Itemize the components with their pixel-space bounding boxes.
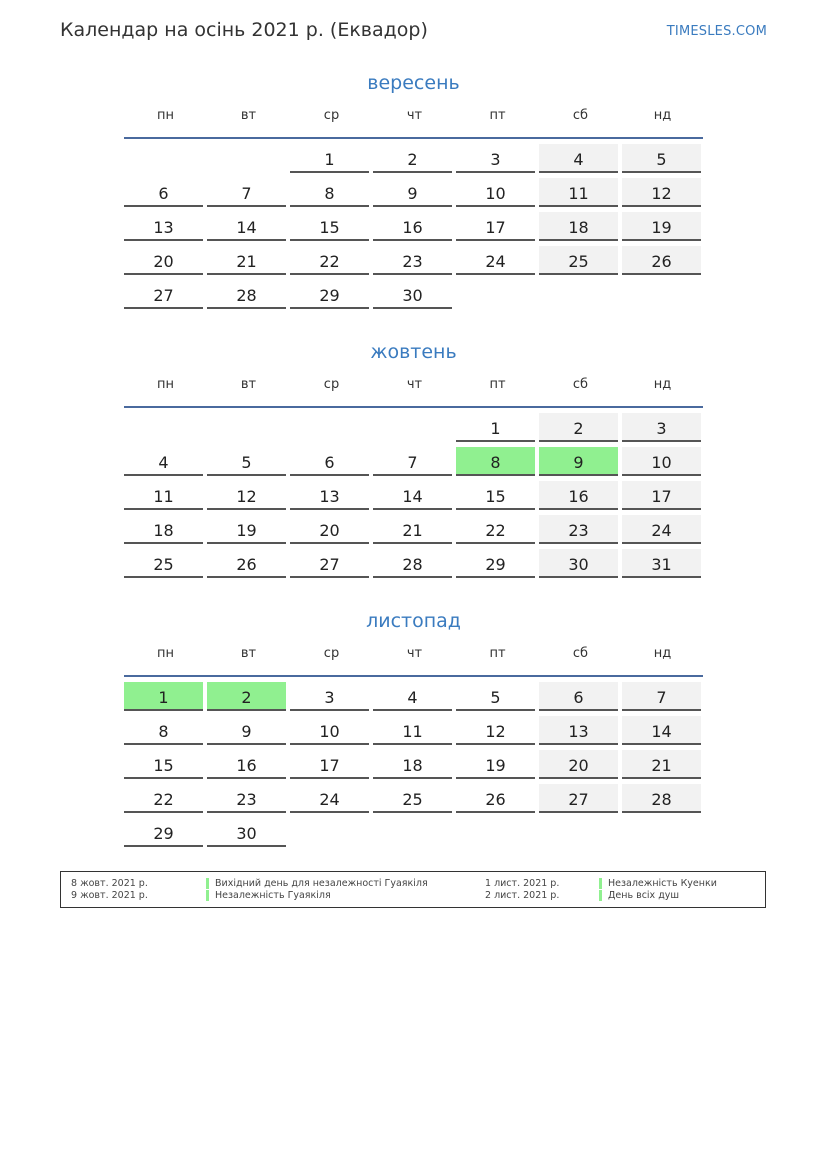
month-title: жовтень: [370, 341, 457, 363]
day-cell: 16: [207, 750, 286, 779]
day-cell: 20: [124, 246, 203, 275]
day-cell: 5: [456, 682, 535, 711]
weekday-label: чт: [406, 377, 423, 392]
month-title: листопад: [366, 610, 461, 632]
weekend-day-cell: 6: [539, 682, 618, 711]
weekday-label: пн: [157, 646, 174, 661]
weekday-label: пт: [489, 108, 506, 123]
day-cell: 27: [290, 549, 369, 578]
empty-cell: [207, 413, 286, 442]
day-cell: 12: [456, 716, 535, 745]
month-grid: [124, 373, 703, 578]
day-cell: 3: [456, 144, 535, 173]
weekday-label: вт: [240, 646, 257, 661]
weekend-day-cell: 31: [622, 549, 701, 578]
day-cell: 26: [456, 784, 535, 813]
day-cell: 30: [373, 280, 452, 309]
day-cell: 14: [373, 481, 452, 510]
holiday-legend: [60, 871, 766, 908]
day-cell: 16: [373, 212, 452, 241]
weekend-day-cell: 2: [539, 413, 618, 442]
day-cell: 19: [207, 515, 286, 544]
day-cell: 1: [290, 144, 369, 173]
day-cell: 12: [207, 481, 286, 510]
day-cell: 28: [207, 280, 286, 309]
day-cell: 10: [456, 178, 535, 207]
month-title: вересень: [367, 72, 460, 94]
weekend-day-cell: 26: [622, 246, 701, 275]
weekday-label: пт: [489, 377, 506, 392]
site-link[interactable]: TIMESLES.COM: [666, 24, 767, 39]
day-cell: 21: [207, 246, 286, 275]
weekday-label: пт: [489, 646, 506, 661]
holiday-day-cell: 8: [456, 447, 535, 476]
day-cell: 11: [373, 716, 452, 745]
day-cell: 25: [373, 784, 452, 813]
days-grid: [124, 682, 703, 847]
day-cell: 18: [373, 750, 452, 779]
day-cell: 7: [207, 178, 286, 207]
weekend-day-cell: 24: [622, 515, 701, 544]
legend-date: 8 жовт. 2021 р.: [71, 878, 148, 889]
holiday-day-cell: 9: [539, 447, 618, 476]
day-cell: 22: [456, 515, 535, 544]
weekday-label: ср: [323, 377, 340, 392]
day-cell: 8: [290, 178, 369, 207]
month-block: [0, 70, 827, 309]
weekday-label: нд: [653, 108, 672, 123]
day-cell: 8: [124, 716, 203, 745]
weekday-label: чт: [406, 646, 423, 661]
page-title: Календар на осінь 2021 р. (Еквадор): [60, 19, 428, 41]
day-cell: 24: [456, 246, 535, 275]
weekend-day-cell: 14: [622, 716, 701, 745]
holiday-day-cell: 2: [207, 682, 286, 711]
weekday-label: пн: [157, 108, 174, 123]
weekday-label: нд: [653, 377, 672, 392]
month-block: [0, 608, 827, 847]
day-cell: 23: [373, 246, 452, 275]
legend-date: 9 жовт. 2021 р.: [71, 890, 148, 901]
day-cell: 30: [207, 818, 286, 847]
empty-cell: [124, 144, 203, 173]
weekend-day-cell: 20: [539, 750, 618, 779]
day-cell: 20: [290, 515, 369, 544]
weekday-label: сб: [572, 108, 589, 123]
empty-cell: [207, 144, 286, 173]
legend-holiday-name: Незалежність Куенки: [599, 878, 717, 889]
day-cell: 25: [124, 549, 203, 578]
weekend-day-cell: 25: [539, 246, 618, 275]
header-divider: [124, 675, 703, 677]
empty-cell: [373, 413, 452, 442]
weekday-label: сб: [572, 377, 589, 392]
day-cell: 4: [124, 447, 203, 476]
weekday-label: ср: [323, 108, 340, 123]
empty-cell: [124, 413, 203, 442]
weekday-label: пн: [157, 377, 174, 392]
day-cell: 9: [373, 178, 452, 207]
day-cell: 22: [124, 784, 203, 813]
weekday-header: [124, 642, 703, 675]
day-cell: 7: [373, 447, 452, 476]
day-cell: 29: [456, 549, 535, 578]
weekend-day-cell: 30: [539, 549, 618, 578]
weekend-day-cell: 27: [539, 784, 618, 813]
weekend-day-cell: 21: [622, 750, 701, 779]
weekend-day-cell: 11: [539, 178, 618, 207]
weekend-day-cell: 5: [622, 144, 701, 173]
day-cell: 28: [373, 549, 452, 578]
day-cell: 23: [207, 784, 286, 813]
days-grid: [124, 144, 703, 309]
day-cell: 15: [124, 750, 203, 779]
legend-date: 1 лист. 2021 р.: [485, 878, 560, 889]
day-cell: 27: [124, 280, 203, 309]
day-cell: 24: [290, 784, 369, 813]
day-cell: 13: [290, 481, 369, 510]
day-cell: 4: [373, 682, 452, 711]
day-cell: 21: [373, 515, 452, 544]
day-cell: 6: [124, 178, 203, 207]
weekday-label: ср: [323, 646, 340, 661]
weekday-header: [124, 373, 703, 406]
day-cell: 29: [290, 280, 369, 309]
day-cell: 15: [456, 481, 535, 510]
legend-holiday-name: Вихідний день для незалежності Гуаякіля: [206, 878, 428, 889]
legend-date: 2 лист. 2021 р.: [485, 890, 560, 901]
month-block: [0, 339, 827, 578]
month-grid: [124, 104, 703, 309]
header-divider: [124, 406, 703, 408]
day-cell: 2: [373, 144, 452, 173]
empty-cell: [290, 413, 369, 442]
holiday-day-cell: 1: [124, 682, 203, 711]
day-cell: 6: [290, 447, 369, 476]
day-cell: 14: [207, 212, 286, 241]
day-cell: 17: [290, 750, 369, 779]
weekend-day-cell: 17: [622, 481, 701, 510]
weekend-day-cell: 4: [539, 144, 618, 173]
day-cell: 18: [124, 515, 203, 544]
weekend-day-cell: 7: [622, 682, 701, 711]
month-grid: [124, 642, 703, 847]
weekend-day-cell: 19: [622, 212, 701, 241]
day-cell: 26: [207, 549, 286, 578]
weekend-day-cell: 10: [622, 447, 701, 476]
day-cell: 3: [290, 682, 369, 711]
weekend-day-cell: 18: [539, 212, 618, 241]
day-cell: 11: [124, 481, 203, 510]
day-cell: 29: [124, 818, 203, 847]
weekend-day-cell: 28: [622, 784, 701, 813]
weekday-label: вт: [240, 108, 257, 123]
days-grid: [124, 413, 703, 578]
weekday-header: [124, 104, 703, 137]
day-cell: 15: [290, 212, 369, 241]
weekend-day-cell: 3: [622, 413, 701, 442]
day-cell: 19: [456, 750, 535, 779]
weekday-label: вт: [240, 377, 257, 392]
day-cell: 22: [290, 246, 369, 275]
header-divider: [124, 137, 703, 139]
weekday-label: сб: [572, 646, 589, 661]
weekday-label: чт: [406, 108, 423, 123]
weekday-label: нд: [653, 646, 672, 661]
legend-holiday-name: Незалежність Гуаякіля: [206, 890, 331, 901]
day-cell: 13: [124, 212, 203, 241]
day-cell: 17: [456, 212, 535, 241]
legend-holiday-name: День всіх душ: [599, 890, 679, 901]
weekend-day-cell: 16: [539, 481, 618, 510]
day-cell: 9: [207, 716, 286, 745]
weekend-day-cell: 12: [622, 178, 701, 207]
weekend-day-cell: 23: [539, 515, 618, 544]
day-cell: 5: [207, 447, 286, 476]
day-cell: 1: [456, 413, 535, 442]
weekend-day-cell: 13: [539, 716, 618, 745]
day-cell: 10: [290, 716, 369, 745]
